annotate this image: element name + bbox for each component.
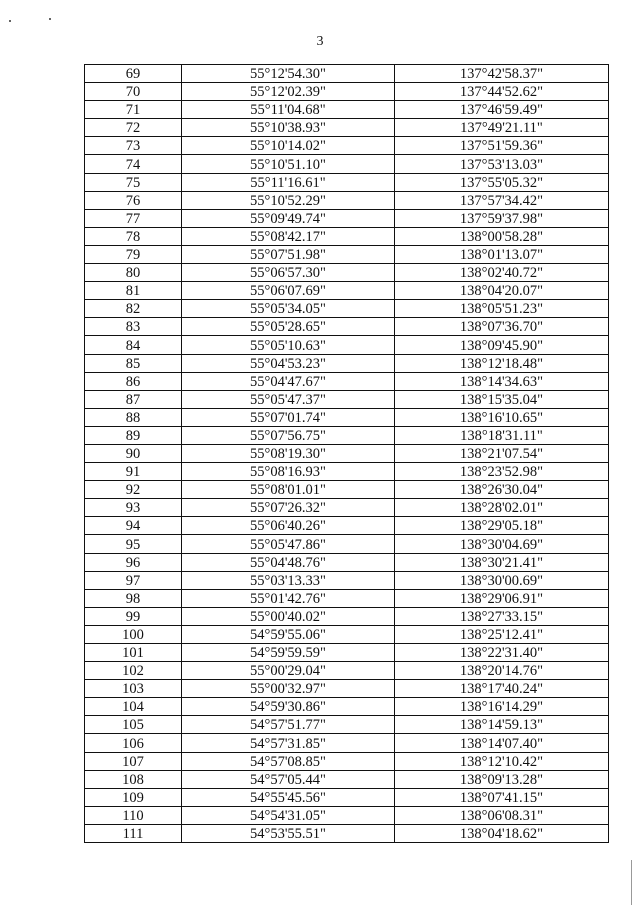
table-row (85, 463, 609, 481)
longitude-cell: 138°09'45.90" (395, 336, 609, 354)
longitude-cell: 138°07'36.70" (395, 318, 609, 336)
table-row (85, 607, 609, 625)
latitude-cell: 55°07'26.32" (182, 499, 395, 517)
point-number-cell: 78 (85, 227, 182, 245)
point-number-cell: 99 (85, 607, 182, 625)
latitude-cell: 55°09'49.74" (182, 209, 395, 227)
longitude-cell: 138°14'07.40" (395, 734, 609, 752)
point-number-cell: 97 (85, 571, 182, 589)
longitude-cell: 138°09'13.28" (395, 770, 609, 788)
point-number-cell: 95 (85, 535, 182, 553)
point-number-cell: 81 (85, 282, 182, 300)
longitude-cell: 138°21'07.54" (395, 444, 609, 462)
point-number-cell: 106 (85, 734, 182, 752)
point-number-cell: 72 (85, 119, 182, 137)
table-row (85, 390, 609, 408)
table-row (85, 227, 609, 245)
table-row (85, 517, 609, 535)
table-row (85, 209, 609, 227)
longitude-cell: 137°46'59.49" (395, 101, 609, 119)
latitude-cell: 55°05'10.63" (182, 336, 395, 354)
table-row (85, 282, 609, 300)
longitude-cell: 138°04'20.07" (395, 282, 609, 300)
point-number-cell: 100 (85, 625, 182, 643)
longitude-cell: 138°20'14.76" (395, 662, 609, 680)
longitude-cell: 138°00'58.28" (395, 227, 609, 245)
point-number-cell: 94 (85, 517, 182, 535)
point-number-cell: 98 (85, 589, 182, 607)
table-row (85, 788, 609, 806)
table-row (85, 481, 609, 499)
table-row (85, 191, 609, 209)
latitude-cell: 55°08'01.01" (182, 481, 395, 499)
latitude-cell: 55°00'29.04" (182, 662, 395, 680)
table-row (85, 680, 609, 698)
point-number-cell: 109 (85, 788, 182, 806)
latitude-cell: 55°05'47.86" (182, 535, 395, 553)
table-row (85, 625, 609, 643)
point-number-cell: 83 (85, 318, 182, 336)
latitude-cell: 55°06'07.69" (182, 282, 395, 300)
point-number-cell: 80 (85, 264, 182, 282)
longitude-cell: 137°53'13.03" (395, 155, 609, 173)
longitude-cell: 138°16'14.29" (395, 698, 609, 716)
latitude-cell: 55°07'56.75" (182, 426, 395, 444)
table-row (85, 824, 609, 842)
longitude-cell: 138°28'02.01" (395, 499, 609, 517)
point-number-cell: 69 (85, 65, 182, 83)
longitude-cell: 137°44'52.62" (395, 83, 609, 101)
longitude-cell: 138°17'40.24" (395, 680, 609, 698)
point-number-cell: 102 (85, 662, 182, 680)
table-row (85, 426, 609, 444)
latitude-cell: 55°04'48.76" (182, 553, 395, 571)
latitude-cell: 54°57'05.44" (182, 770, 395, 788)
point-number-cell: 108 (85, 770, 182, 788)
point-number-cell: 92 (85, 481, 182, 499)
latitude-cell: 55°11'04.68" (182, 101, 395, 119)
longitude-cell: 137°55'05.32" (395, 173, 609, 191)
longitude-cell: 138°30'04.69" (395, 535, 609, 553)
table-row (85, 499, 609, 517)
latitude-cell: 54°53'55.51" (182, 824, 395, 842)
longitude-cell: 138°29'05.18" (395, 517, 609, 535)
table-row (85, 336, 609, 354)
point-number-cell: 87 (85, 390, 182, 408)
table-row (85, 83, 609, 101)
point-number-cell: 89 (85, 426, 182, 444)
point-number-cell: 96 (85, 553, 182, 571)
table-row (85, 173, 609, 191)
latitude-cell: 54°59'59.59" (182, 644, 395, 662)
longitude-cell: 137°49'21.11" (395, 119, 609, 137)
table-row (85, 571, 609, 589)
table-row (85, 698, 609, 716)
point-number-cell: 101 (85, 644, 182, 662)
latitude-cell: 54°57'08.85" (182, 752, 395, 770)
table-row (85, 137, 609, 155)
table-row (85, 372, 609, 390)
latitude-cell: 54°59'30.86" (182, 698, 395, 716)
longitude-cell: 138°14'59.13" (395, 716, 609, 734)
latitude-cell: 55°05'28.65" (182, 318, 395, 336)
point-number-cell: 103 (85, 680, 182, 698)
latitude-cell: 55°07'01.74" (182, 408, 395, 426)
point-number-cell: 104 (85, 698, 182, 716)
longitude-cell: 138°29'06.91" (395, 589, 609, 607)
longitude-cell: 138°18'31.11" (395, 426, 609, 444)
point-number-cell: 70 (85, 83, 182, 101)
page-edge-line (631, 860, 632, 905)
longitude-cell: 138°23'52.98" (395, 463, 609, 481)
scan-artifact-dot (9, 20, 11, 22)
longitude-cell: 138°12'10.42" (395, 752, 609, 770)
longitude-cell: 138°25'12.41" (395, 625, 609, 643)
longitude-cell: 138°12'18.48" (395, 354, 609, 372)
point-number-cell: 79 (85, 245, 182, 263)
latitude-cell: 55°00'32.97" (182, 680, 395, 698)
table-row (85, 264, 609, 282)
latitude-cell: 55°05'47.37" (182, 390, 395, 408)
table-row (85, 770, 609, 788)
table-row (85, 734, 609, 752)
latitude-cell: 55°11'16.61" (182, 173, 395, 191)
point-number-cell: 85 (85, 354, 182, 372)
latitude-cell: 55°10'51.10" (182, 155, 395, 173)
longitude-cell: 138°16'10.65" (395, 408, 609, 426)
longitude-cell: 138°30'21.41" (395, 553, 609, 571)
table-row (85, 318, 609, 336)
latitude-cell: 55°08'42.17" (182, 227, 395, 245)
longitude-cell: 138°04'18.62" (395, 824, 609, 842)
latitude-cell: 55°04'47.67" (182, 372, 395, 390)
latitude-cell: 55°05'34.05" (182, 300, 395, 318)
table-row (85, 119, 609, 137)
latitude-cell: 55°06'40.26" (182, 517, 395, 535)
latitude-cell: 55°04'53.23" (182, 354, 395, 372)
latitude-cell: 55°08'19.30" (182, 444, 395, 462)
point-number-cell: 73 (85, 137, 182, 155)
point-number-cell: 91 (85, 463, 182, 481)
longitude-cell: 138°14'34.63" (395, 372, 609, 390)
point-number-cell: 82 (85, 300, 182, 318)
table-row (85, 101, 609, 119)
longitude-cell: 137°42'58.37" (395, 65, 609, 83)
point-number-cell: 74 (85, 155, 182, 173)
latitude-cell: 55°10'52.29" (182, 191, 395, 209)
longitude-cell: 138°02'40.72" (395, 264, 609, 282)
point-number-cell: 111 (85, 824, 182, 842)
table-row (85, 444, 609, 462)
longitude-cell: 138°06'08.31" (395, 806, 609, 824)
latitude-cell: 55°06'57.30" (182, 264, 395, 282)
point-number-cell: 75 (85, 173, 182, 191)
table-row (85, 752, 609, 770)
latitude-cell: 55°10'38.93" (182, 119, 395, 137)
point-number-cell: 86 (85, 372, 182, 390)
point-number-cell: 93 (85, 499, 182, 517)
latitude-cell: 54°57'31.85" (182, 734, 395, 752)
longitude-cell: 138°27'33.15" (395, 607, 609, 625)
table-row (85, 806, 609, 824)
point-number-cell: 105 (85, 716, 182, 734)
point-number-cell: 84 (85, 336, 182, 354)
latitude-cell: 54°59'55.06" (182, 625, 395, 643)
table-row (85, 662, 609, 680)
point-number-cell: 77 (85, 209, 182, 227)
table-row (85, 553, 609, 571)
latitude-cell: 54°55'45.56" (182, 788, 395, 806)
point-number-cell: 110 (85, 806, 182, 824)
point-number-cell: 90 (85, 444, 182, 462)
point-number-cell: 107 (85, 752, 182, 770)
longitude-cell: 138°15'35.04" (395, 390, 609, 408)
longitude-cell: 138°05'51.23" (395, 300, 609, 318)
table-row (85, 716, 609, 734)
table-row (85, 65, 609, 83)
table-row (85, 535, 609, 553)
table-row (85, 644, 609, 662)
latitude-cell: 55°10'14.02" (182, 137, 395, 155)
latitude-cell: 55°12'54.30" (182, 65, 395, 83)
table-row (85, 155, 609, 173)
latitude-cell: 55°12'02.39" (182, 83, 395, 101)
latitude-cell: 55°01'42.76" (182, 589, 395, 607)
table-row (85, 300, 609, 318)
point-number-cell: 76 (85, 191, 182, 209)
latitude-cell: 54°54'31.05" (182, 806, 395, 824)
latitude-cell: 55°07'51.98" (182, 245, 395, 263)
page-number: 3 (316, 34, 324, 49)
longitude-cell: 138°22'31.40" (395, 644, 609, 662)
longitude-cell: 138°26'30.04" (395, 481, 609, 499)
longitude-cell: 137°51'59.36" (395, 137, 609, 155)
latitude-cell: 55°08'16.93" (182, 463, 395, 481)
coordinates-table (84, 64, 609, 843)
table-row (85, 408, 609, 426)
latitude-cell: 55°03'13.33" (182, 571, 395, 589)
point-number-cell: 88 (85, 408, 182, 426)
table-row (85, 354, 609, 372)
scan-artifact-dot (49, 18, 51, 20)
longitude-cell: 137°59'37.98" (395, 209, 609, 227)
longitude-cell: 138°01'13.07" (395, 245, 609, 263)
coordinates-table-body (85, 65, 609, 843)
longitude-cell: 137°57'34.42" (395, 191, 609, 209)
latitude-cell: 55°00'40.02" (182, 607, 395, 625)
latitude-cell: 54°57'51.77" (182, 716, 395, 734)
longitude-cell: 138°07'41.15" (395, 788, 609, 806)
table-row (85, 589, 609, 607)
point-number-cell: 71 (85, 101, 182, 119)
longitude-cell: 138°30'00.69" (395, 571, 609, 589)
table-row (85, 245, 609, 263)
